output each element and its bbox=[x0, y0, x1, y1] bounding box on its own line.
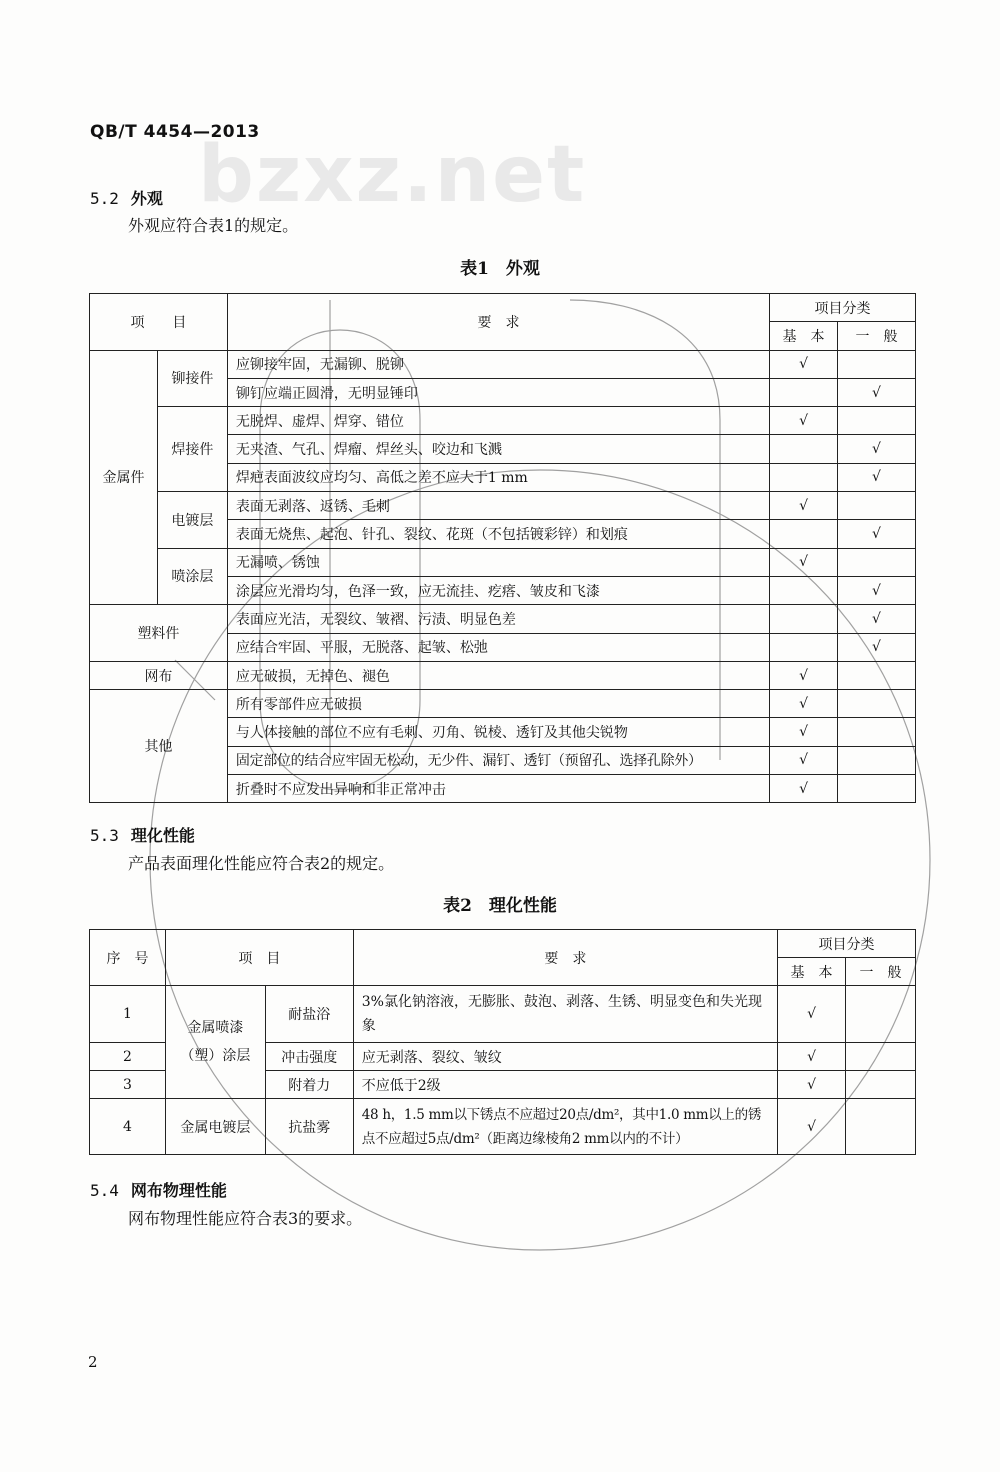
group-mesh: 网布 bbox=[90, 661, 228, 689]
basic-cell: √ bbox=[770, 746, 838, 774]
section-5-4-heading bbox=[90, 1178, 227, 1201]
table-row bbox=[90, 986, 916, 1043]
header-class: 项目分类 bbox=[778, 930, 916, 958]
requirement-cell: 折叠时不应发出异响和非正常冲击 bbox=[227, 775, 769, 803]
requirement-cell: 固定部位的结合应牢固无松动，无少件、漏钉、透钉（预留孔、选择孔除外） bbox=[227, 746, 769, 774]
number-cell: 4 bbox=[90, 1099, 166, 1155]
general-cell bbox=[838, 661, 916, 689]
header-general: 一 般 bbox=[846, 958, 916, 986]
general-cell bbox=[846, 1099, 916, 1155]
basic-cell: √ bbox=[770, 407, 838, 435]
requirement-cell: 焊疤表面波纹应均匀、高低之差不应大于1 mm bbox=[227, 463, 769, 491]
general-cell: √ bbox=[838, 463, 916, 491]
basic-cell: √ bbox=[770, 492, 838, 520]
group-metal: 金属件 bbox=[90, 350, 158, 605]
requirement-cell: 无夹渣、气孔、焊瘤、焊丝头、咬边和飞溅 bbox=[227, 435, 769, 463]
table-row bbox=[90, 407, 916, 435]
general-cell: √ bbox=[838, 520, 916, 548]
section-5-3-text: 产品表面理化性能应符合表2的规定。 bbox=[128, 854, 395, 873]
table2-physical-chemical bbox=[89, 929, 916, 1155]
section-5-4-text: 网布物理性能应符合表3的要求。 bbox=[128, 1209, 363, 1228]
requirement-cell: 无漏喷、锈蚀 bbox=[227, 548, 769, 576]
basic-cell: √ bbox=[770, 775, 838, 803]
sub-item-cell: 抗盐雾 bbox=[265, 1099, 353, 1155]
general-cell bbox=[838, 746, 916, 774]
group-paint: 金属喷漆（塑）涂层 bbox=[165, 986, 265, 1099]
general-cell bbox=[846, 1043, 916, 1071]
header-general: 一 般 bbox=[838, 322, 916, 350]
section-title: 理化性能 bbox=[130, 826, 195, 845]
basic-cell: √ bbox=[770, 718, 838, 746]
section-title: 网布物理性能 bbox=[130, 1181, 227, 1200]
group-weld: 焊接件 bbox=[157, 407, 227, 492]
requirement-cell: 所有零部件应无破损 bbox=[227, 690, 769, 718]
basic-cell: √ bbox=[778, 986, 846, 1043]
general-cell: √ bbox=[838, 633, 916, 661]
table-header-row bbox=[90, 930, 916, 958]
requirement-cell: 表面无剥落、返锈、毛刺 bbox=[227, 492, 769, 520]
basic-cell bbox=[770, 633, 838, 661]
group-plastic: 塑料件 bbox=[90, 605, 228, 662]
group-spray: 喷涂层 bbox=[157, 548, 227, 605]
table-row bbox=[90, 661, 916, 689]
table-row bbox=[90, 605, 916, 633]
section-number: 5.3 bbox=[90, 826, 119, 845]
table-row bbox=[90, 350, 916, 378]
group-plate: 电镀层 bbox=[157, 492, 227, 549]
basic-cell bbox=[770, 463, 838, 491]
number-cell: 3 bbox=[90, 1071, 166, 1099]
basic-cell bbox=[770, 435, 838, 463]
table1-appearance bbox=[89, 293, 916, 803]
basic-cell: √ bbox=[778, 1099, 846, 1155]
page-number: 2 bbox=[88, 1353, 98, 1371]
section-title: 外观 bbox=[130, 189, 163, 208]
requirement-cell: 3%氯化钠溶液，无膨胀、鼓泡、剥落、生锈、明显变色和失光现象 bbox=[353, 986, 777, 1043]
requirement-cell: 应无剥落、裂纹、皱纹 bbox=[353, 1043, 777, 1071]
requirement-cell: 表面无烧焦、起泡、针孔、裂纹、花斑（不包括镀彩锌）和划痕 bbox=[227, 520, 769, 548]
requirement-cell: 不应低于2级 bbox=[353, 1071, 777, 1099]
section-number: 5.2 bbox=[90, 189, 119, 208]
basic-cell bbox=[770, 576, 838, 604]
requirement-cell: 铆钉应端正圆滑，无明显锤印 bbox=[227, 378, 769, 406]
header-number: 序 号 bbox=[90, 930, 166, 986]
number-cell: 1 bbox=[90, 986, 166, 1043]
requirement-cell: 应结合牢固、平服，无脱落、起皱、松弛 bbox=[227, 633, 769, 661]
general-cell bbox=[838, 492, 916, 520]
basic-cell bbox=[770, 520, 838, 548]
table-row bbox=[90, 1099, 916, 1155]
requirement-cell: 应无破损，无掉色、褪色 bbox=[227, 661, 769, 689]
requirement-cell: 48 h，1.5 mm以下锈点不应超过20点/dm²，其中1.0 mm以上的锈点不应超过5点/dm²（距离边缘棱角2 mm以内的不计） bbox=[353, 1099, 777, 1155]
general-cell bbox=[838, 407, 916, 435]
section-5-3-heading bbox=[90, 823, 195, 846]
basic-cell: √ bbox=[770, 690, 838, 718]
general-cell: √ bbox=[838, 435, 916, 463]
general-cell bbox=[846, 986, 916, 1043]
sub-item-cell: 耐盐浴 bbox=[265, 986, 353, 1043]
header-item: 项 目 bbox=[90, 294, 228, 351]
number-cell: 2 bbox=[90, 1043, 166, 1071]
header-requirement: 要 求 bbox=[353, 930, 777, 986]
table1-caption: 表1 外观 bbox=[460, 259, 540, 279]
general-cell bbox=[838, 350, 916, 378]
table-row bbox=[90, 690, 916, 718]
group-other: 其他 bbox=[90, 690, 228, 803]
basic-cell: √ bbox=[778, 1043, 846, 1071]
general-cell bbox=[838, 718, 916, 746]
general-cell: √ bbox=[838, 378, 916, 406]
sub-item-cell: 附着力 bbox=[265, 1071, 353, 1099]
basic-cell: √ bbox=[770, 548, 838, 576]
requirement-cell: 应铆接牢固，无漏铆、脱铆 bbox=[227, 350, 769, 378]
header-basic: 基 本 bbox=[770, 322, 838, 350]
standard-code: QB/T 4454—2013 bbox=[90, 122, 260, 142]
general-cell bbox=[838, 548, 916, 576]
section-number: 5.4 bbox=[90, 1181, 119, 1200]
requirement-cell: 表面应光洁，无裂纹、皱褶、污渍、明显色差 bbox=[227, 605, 769, 633]
requirement-cell: 与人体接触的部位不应有毛刺、刃角、锐棱、透钉及其他尖锐物 bbox=[227, 718, 769, 746]
section-5-2-heading bbox=[90, 186, 163, 209]
requirement-cell: 无脱焊、虚焊、焊穿、错位 bbox=[227, 407, 769, 435]
header-item: 项 目 bbox=[165, 930, 353, 986]
requirement-cell: 涂层应光滑均匀，色泽一致，应无流挂、疙瘩、皱皮和飞漆 bbox=[227, 576, 769, 604]
basic-cell: √ bbox=[770, 661, 838, 689]
table2-caption: 表2 理化性能 bbox=[443, 896, 557, 916]
sub-item-cell: 冲击强度 bbox=[265, 1043, 353, 1071]
watermark: bzxz.net bbox=[198, 130, 587, 220]
table-row bbox=[90, 548, 916, 576]
table-row bbox=[90, 492, 916, 520]
group-rivet: 铆接件 bbox=[157, 350, 227, 407]
general-cell bbox=[846, 1071, 916, 1099]
table-header-row bbox=[90, 294, 916, 322]
general-cell bbox=[838, 690, 916, 718]
header-requirement: 要 求 bbox=[227, 294, 769, 351]
general-cell: √ bbox=[838, 605, 916, 633]
section-5-2-text: 外观应符合表1的规定。 bbox=[128, 216, 299, 235]
header-class: 项目分类 bbox=[770, 294, 916, 322]
basic-cell: √ bbox=[770, 350, 838, 378]
general-cell bbox=[838, 775, 916, 803]
basic-cell bbox=[770, 378, 838, 406]
group-plate: 金属电镀层 bbox=[165, 1099, 265, 1155]
basic-cell: √ bbox=[778, 1071, 846, 1099]
basic-cell bbox=[770, 605, 838, 633]
general-cell: √ bbox=[838, 576, 916, 604]
header-basic: 基 本 bbox=[778, 958, 846, 986]
